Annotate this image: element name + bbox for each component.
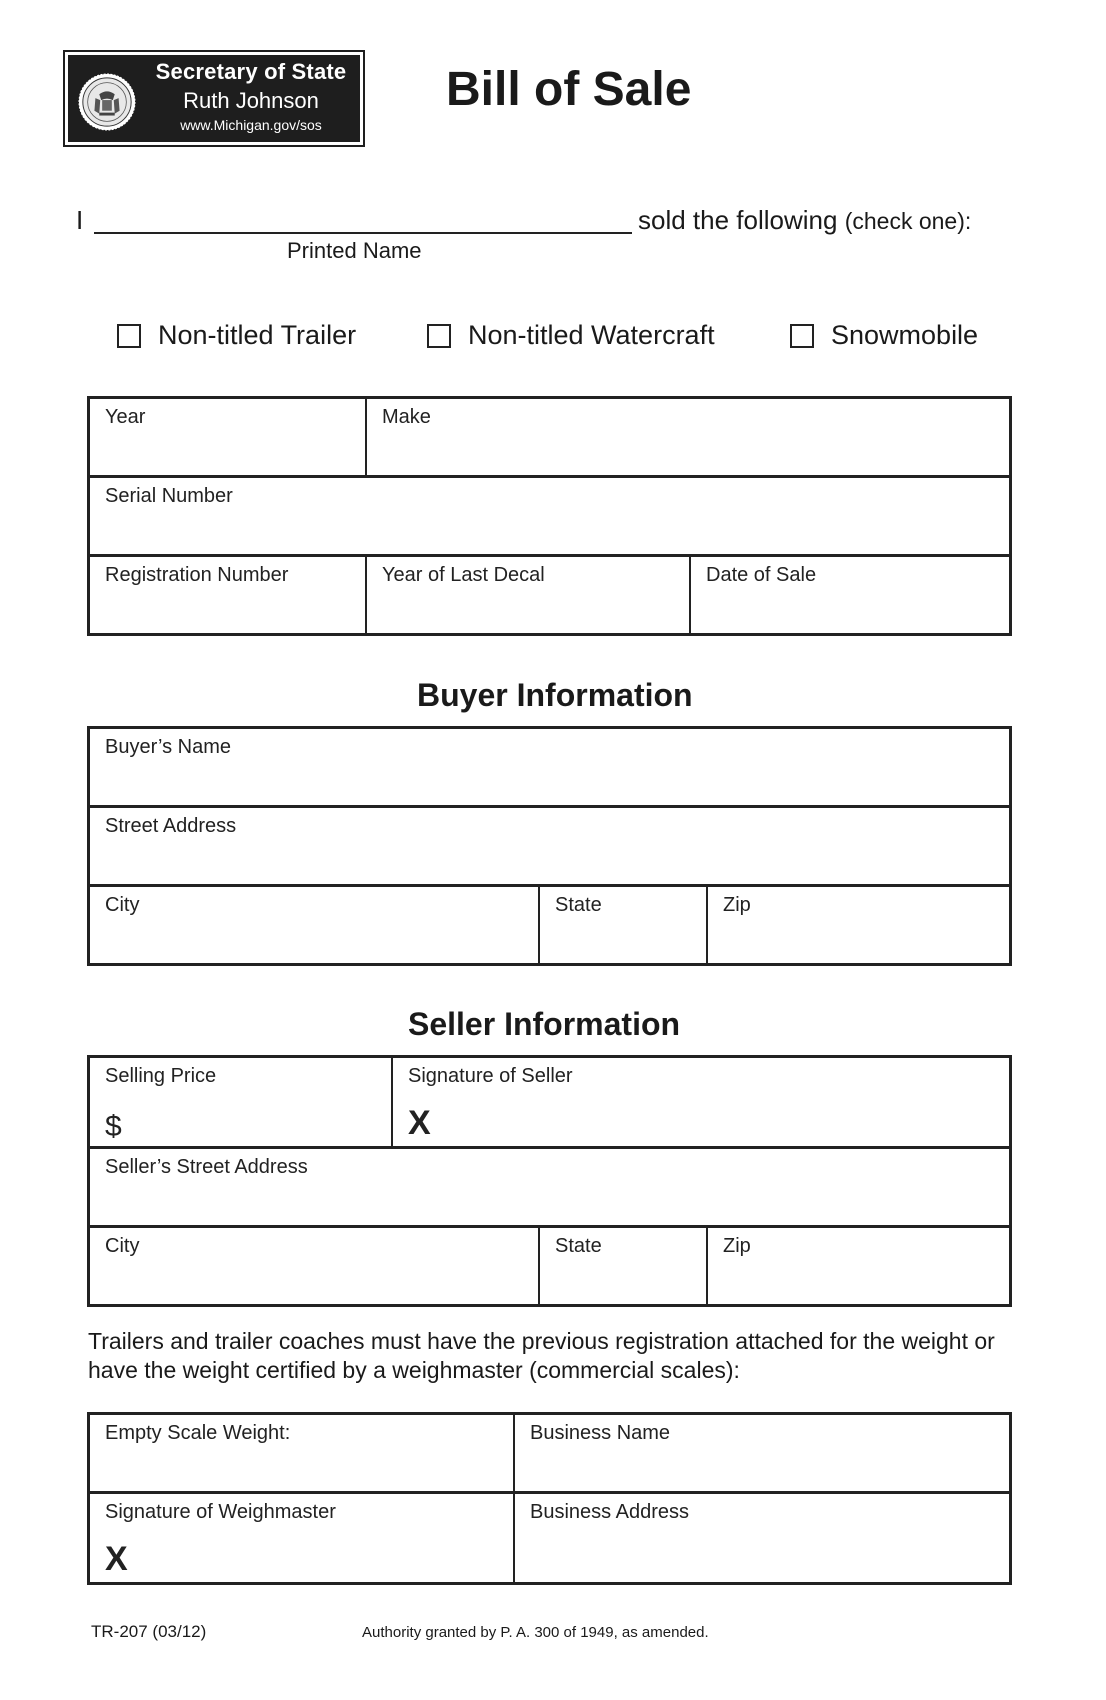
- year-cell[interactable]: [90, 399, 365, 475]
- weighmaster-table: [87, 1412, 1012, 1585]
- registration-number-label: Registration Number: [105, 564, 289, 586]
- seller-signature-label: Signature of Seller: [408, 1065, 573, 1087]
- date-of-sale-label: Date of Sale: [706, 564, 817, 586]
- option-non-titled-trailer[interactable]: [117, 320, 356, 351]
- business-name-cell[interactable]: [513, 1415, 1009, 1491]
- signature-x-mark: X: [408, 1104, 431, 1142]
- seller-zip-label: Zip: [723, 1235, 751, 1257]
- buyer-information-heading: Buyer Information: [417, 677, 693, 713]
- seller-zip-input[interactable]: [720, 1268, 1001, 1298]
- dollar-sign: $: [105, 1110, 122, 1143]
- make-label: Make: [382, 406, 431, 428]
- seller-signature-cell[interactable]: [391, 1058, 1009, 1146]
- date-of-sale-input[interactable]: [703, 597, 1001, 627]
- option-label: Non-titled Watercraft: [468, 320, 715, 350]
- buyer-zip-input[interactable]: [720, 927, 1001, 957]
- intro-pronoun: I: [76, 205, 84, 235]
- vehicle-details-table: [87, 396, 1012, 636]
- buyer-name-cell[interactable]: [90, 729, 1009, 805]
- check-hint: (check one):: [844, 208, 972, 234]
- date-of-sale-cell[interactable]: [689, 557, 1009, 633]
- seller-signature-input[interactable]: [437, 1110, 1001, 1140]
- buyer-street-input[interactable]: [102, 848, 1001, 878]
- seller-street-cell[interactable]: [90, 1149, 1009, 1225]
- seller-city-label: City: [105, 1235, 140, 1257]
- sos-logo: [63, 50, 365, 147]
- michigan-state-seal-icon: [78, 73, 136, 131]
- make-input[interactable]: [379, 439, 1001, 469]
- serial-number-label: Serial Number: [105, 485, 233, 507]
- business-name-input[interactable]: [527, 1455, 1001, 1485]
- printed-name-field[interactable]: [94, 232, 632, 234]
- selling-price-label: Selling Price: [105, 1065, 217, 1087]
- seller-state-label: State: [555, 1235, 602, 1257]
- make-cell[interactable]: [365, 399, 1009, 475]
- buyer-street-cell[interactable]: [90, 808, 1009, 884]
- business-name-label: Business Name: [530, 1422, 671, 1444]
- year-label: Year: [105, 406, 146, 428]
- table-row: [90, 1491, 1009, 1582]
- checkbox-non-titled-watercraft[interactable]: [427, 324, 451, 348]
- seller-street-label: Seller’s Street Address: [105, 1156, 308, 1178]
- business-address-input[interactable]: [527, 1546, 1001, 1576]
- table-row: [90, 1058, 1009, 1146]
- buyer-information-table: [87, 726, 1012, 966]
- table-row: [90, 475, 1009, 554]
- serial-number-cell[interactable]: [90, 478, 1009, 554]
- serial-number-input[interactable]: [102, 518, 1001, 548]
- buyer-city-cell[interactable]: [90, 887, 538, 963]
- printed-name-caption: Printed Name: [287, 238, 422, 263]
- selling-price-cell[interactable]: [90, 1058, 391, 1146]
- checkbox-non-titled-trailer[interactable]: [117, 324, 141, 348]
- seller-state-input[interactable]: [552, 1268, 698, 1298]
- weighmaster-signature-cell[interactable]: [90, 1494, 513, 1582]
- weighmaster-signature-input[interactable]: [134, 1546, 505, 1576]
- registration-number-input[interactable]: [102, 597, 357, 627]
- buyer-city-input[interactable]: [102, 927, 530, 957]
- buyer-zip-cell[interactable]: [706, 887, 1009, 963]
- buyer-state-cell[interactable]: [538, 887, 706, 963]
- seller-city-input[interactable]: [102, 1268, 530, 1298]
- sold-text: sold the following: [638, 205, 838, 235]
- selling-price-input[interactable]: [134, 1110, 383, 1140]
- table-row: [90, 1415, 1009, 1491]
- table-row: [90, 729, 1009, 805]
- buyer-state-label: State: [555, 894, 602, 916]
- year-input[interactable]: [102, 439, 357, 469]
- logo-panel: [68, 55, 360, 142]
- table-row: [90, 554, 1009, 633]
- empty-scale-weight-cell[interactable]: [90, 1415, 513, 1491]
- business-address-label: Business Address: [530, 1501, 689, 1523]
- year-last-decal-input[interactable]: [379, 597, 681, 627]
- buyer-street-label: Street Address: [105, 815, 237, 837]
- signature-x-mark: X: [105, 1540, 128, 1578]
- seller-zip-cell[interactable]: [706, 1228, 1009, 1304]
- seller-information-table: [87, 1055, 1012, 1307]
- authority-note: Authority granted by P. A. 300 of 1949, as amended.: [362, 1624, 709, 1641]
- table-row: [90, 1146, 1009, 1225]
- weight-requirement-note: Trailers and trailer coaches must have the previous registration attached for the weight or have the weight certified by a weighmaster (commercial scales):: [88, 1328, 995, 1383]
- seller-street-input[interactable]: [102, 1189, 1001, 1219]
- year-last-decal-cell[interactable]: [365, 557, 689, 633]
- logo-title: Secretary of State: [155, 59, 347, 84]
- table-row: [90, 1225, 1009, 1304]
- option-non-titled-watercraft[interactable]: [427, 320, 715, 351]
- table-row: [90, 399, 1009, 475]
- buyer-state-input[interactable]: [552, 927, 698, 957]
- table-row: [90, 805, 1009, 884]
- checkbox-snowmobile[interactable]: [790, 324, 814, 348]
- seller-state-cell[interactable]: [538, 1228, 706, 1304]
- option-snowmobile[interactable]: [790, 320, 978, 351]
- buyer-name-label: Buyer’s Name: [105, 736, 231, 758]
- form-id: TR-207 (03/12): [91, 1622, 207, 1641]
- buyer-city-label: City: [105, 894, 140, 916]
- option-label: Snowmobile: [831, 320, 979, 350]
- logo-official-name: Ruth Johnson: [183, 88, 319, 113]
- seller-information-heading: Seller Information: [408, 1006, 681, 1042]
- buyer-name-input[interactable]: [102, 769, 1001, 799]
- page-title: Bill of Sale: [446, 63, 692, 116]
- logo-url: www.Michigan.gov/sos: [180, 117, 322, 133]
- empty-scale-weight-label: Empty Scale Weight:: [105, 1422, 291, 1444]
- registration-number-cell[interactable]: [90, 557, 365, 633]
- sold-statement: [638, 205, 971, 236]
- year-last-decal-label: Year of Last Decal: [382, 564, 545, 586]
- empty-scale-weight-input[interactable]: [102, 1455, 505, 1485]
- weighmaster-signature-label: Signature of Weighmaster: [105, 1501, 336, 1523]
- buyer-zip-label: Zip: [723, 894, 751, 916]
- business-address-cell[interactable]: [513, 1494, 1009, 1582]
- option-label: Non-titled Trailer: [158, 320, 357, 350]
- seller-city-cell[interactable]: [90, 1228, 538, 1304]
- table-row: [90, 884, 1009, 963]
